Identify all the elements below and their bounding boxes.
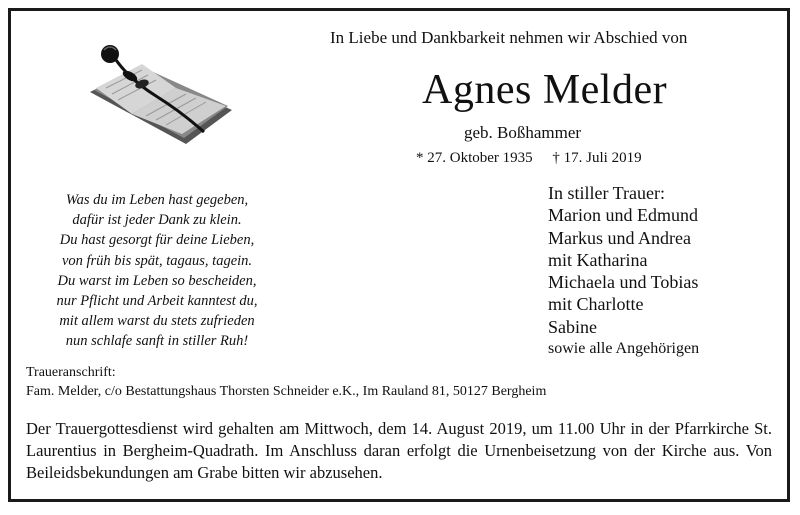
- book-with-rose-icon: [86, 40, 234, 148]
- birth-date: * 27. Oktober 1935: [416, 150, 533, 166]
- mourner-line: Marion und Edmund: [548, 205, 698, 226]
- address-label: Traueranschrift:: [26, 365, 116, 380]
- poem-line: Du hast gesorgt für deine Lieben,: [59, 232, 255, 249]
- mourner-line: Michaela und Tobias: [548, 272, 699, 293]
- mourner-line: mit Charlotte: [548, 294, 644, 315]
- mourner-line: Sabine: [548, 316, 597, 337]
- life-dates: [416, 150, 658, 167]
- poem-line: dafür ist jeder Dank zu klein.: [72, 212, 242, 229]
- deceased-name: Agnes Melder: [422, 67, 668, 113]
- poem-line: mit allem warst du stets zufrieden: [59, 313, 255, 330]
- poem-line: nun schlafe sanft in stiller Ruh!: [65, 333, 249, 350]
- poem-line: Du warst im Leben so bescheiden,: [57, 272, 257, 289]
- poem-line: Was du im Leben hast gegeben,: [65, 192, 249, 208]
- poem-line: von früh bis spät, tagaus, tagein.: [61, 252, 253, 269]
- mourner-line: In stiller Trauer:: [548, 183, 665, 203]
- mourner-line: sowie alle Angehörigen: [548, 340, 700, 358]
- death-date: † 17. Juli 2019: [552, 150, 642, 166]
- mourner-line: Markus und Andrea: [548, 227, 691, 248]
- mourner-line: mit Katharina: [548, 249, 648, 270]
- poem-line: nur Pflicht und Arbeit kanntest du,: [56, 293, 258, 310]
- maiden-name: geb. Boßhammer: [464, 123, 582, 142]
- address: Fam. Melder, c/o Bestattungshaus Thorsten Schneider e.K., Im Rauland 81, 50127 Bergheim: [26, 384, 547, 399]
- poem: [26, 190, 288, 352]
- intro-line: In Liebe und Dankbarkeit nehmen wir Abschied von: [330, 28, 688, 47]
- service-text: Der Trauergottesdienst wird gehalten am Mittwoch, dem 14. August 2019, um 11.00 Uhr in der Pfarrkirche St. Laurentius in Bergheim-Quadrath. Im Anschluss daran erfolgt die Urnenbeisetzung von der Kirche aus. Von Beileidsbekundungen am Grabe bitten wir abzusehen.: [26, 419, 772, 482]
- mourners-list: [548, 182, 699, 360]
